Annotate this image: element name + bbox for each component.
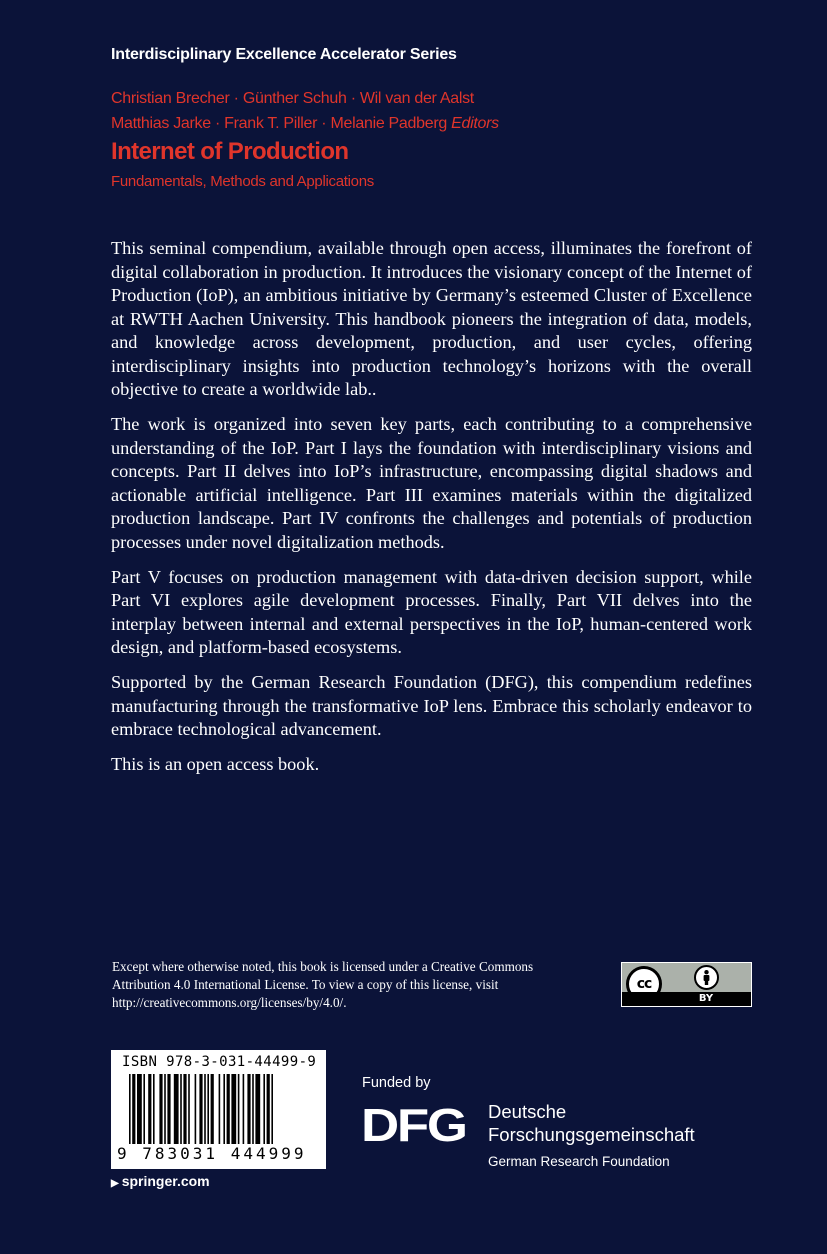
blurb-paragraph-5: This is an open access book. [111,754,320,774]
blurb-paragraph-2: The work is organized into seven key parts, each contributing to a comprehensive understanding of the IoP. Part I lays the foundation with interdisciplinary visions and concepts. Part II delves into IoP’s infrastructure, encompassing digital shadows and actionable artificial intelligence. Part III examines materials within the digitalized production landscape. Part IV confronts the challenges and potentials of production processes under novel digitalization methods. [111,414,752,552]
blurb-paragraph-3: Part V focuses on production management with data-driven decision support, while Part VI explores agile development processes. Finally, Part VII delves into the interplay between internal and external perspectives in the IoP, human-centered work design, and platform-based ecosystems. [111,566,752,657]
license-notice: Except where otherwise noted, this book is licensed under a Creative Commons Attribution 4.0 International License. To view a copy of this license, visit http://creativecommons.org/licenses/by/4.0/. [112,959,534,1010]
book-subtitle: Fundamentals, Methods and Applications [111,173,374,190]
cc-band [622,992,751,1006]
editors-block [111,86,499,136]
cc-by-label: BY [698,993,714,1004]
isbn-number: ISBN 978-3-031-44499-9 [122,1054,317,1070]
dfg-name-english: German Research Foundation [488,1154,670,1169]
springer-url: springer.com [121,1173,210,1189]
springer-link[interactable] [111,1173,210,1189]
barcode-bars [129,1074,315,1144]
editors-names-2: Matthias Jarke · Frank T. Piller · Melanie Padberg [111,115,447,132]
blurb [111,237,752,788]
editors-role: Editors [451,115,499,132]
play-arrow-icon: ▶ [111,1178,119,1189]
dfg-name-line-1: Deutsche [488,1101,567,1122]
funded-by-label: Funded by [362,1075,431,1091]
editors-line-1: Christian Brecher · Günther Schuh · Wil van der Aalst [111,90,474,107]
cc-icon: cc [626,966,662,1002]
isbn-barcode [111,1050,326,1169]
blurb-paragraph-4: Supported by the German Research Foundation (DFG), this compendium redefines manufacturing through the transformative IoP lens. Embrace this scholarly endeavor to embrace technological advancement. [111,672,752,739]
book-title: Internet of Production [111,138,349,165]
dfg-name-line-2: Forschungsgemeinschaft [488,1124,695,1145]
cc-by-badge[interactable] [621,962,752,1007]
dfg-logo: DFG [361,1099,466,1151]
editors-line-2 [111,111,499,136]
ean-digits: 9 783031 444999 [117,1144,307,1163]
blurb-paragraph-1: This seminal compendium, available through open access, illuminates the forefront of digital collaboration in production. It introduces the visionary concept of the Internet of Production (IoP), an ambitious initiative by Germany’s esteemed Cluster of Excellence at RWTH Aachen University. This handbook pioneers the integration of data, models, and knowledge across development, production, and user cycles, offering interdisciplinary insights into production technology’s horizons with the overall objective to create a worldwide lab.. [111,238,752,399]
attribution-person-icon [694,965,719,990]
series-title: Interdisciplinary Excellence Accelerator Series [111,46,457,63]
